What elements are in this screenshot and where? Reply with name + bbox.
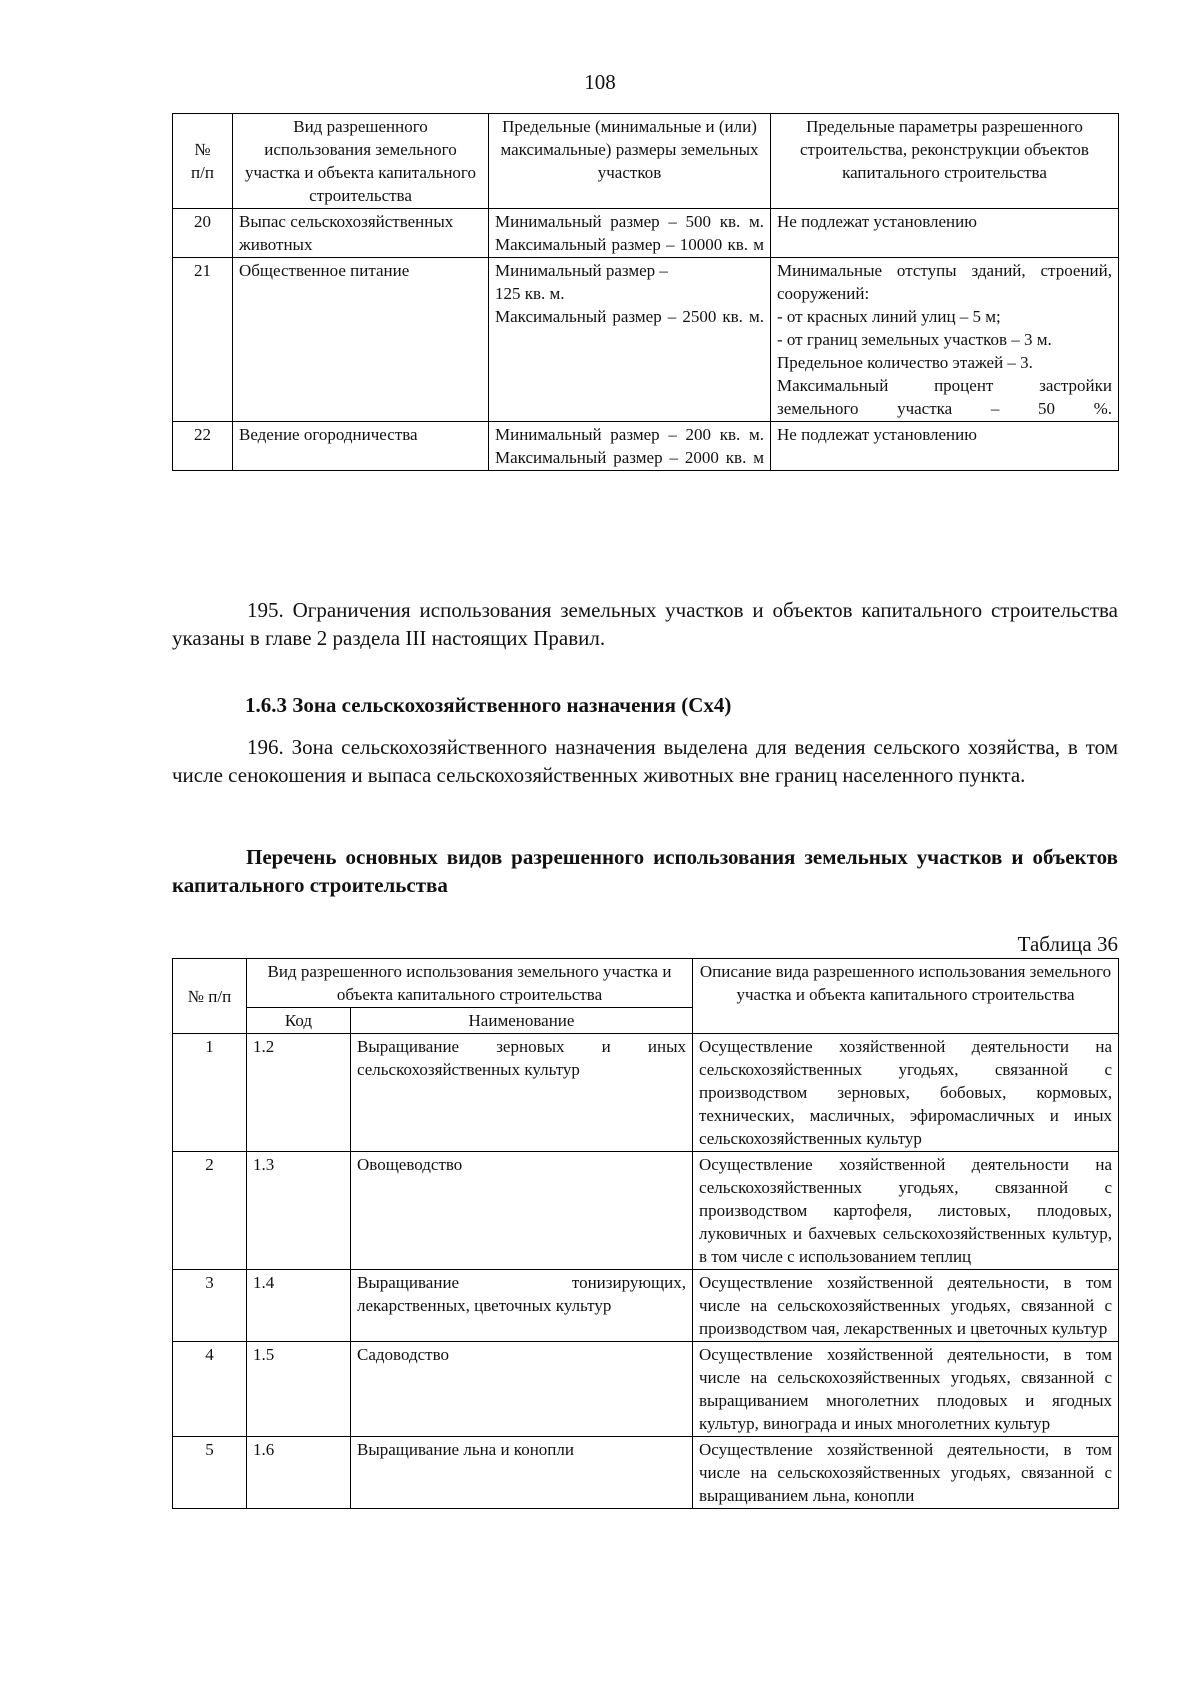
table-row [173, 1270, 1119, 1342]
uses-table [172, 958, 1119, 1509]
table-row [173, 209, 1119, 258]
row-code: 1.5 [247, 1342, 351, 1437]
size-min: Минимальный размер – 125 кв. м. [495, 261, 668, 303]
row-desc: Осуществление хозяйственной деятельности, в том числе на сельскохозяйственных угодьях, связанной с выращиванием льна, конопли [693, 1437, 1119, 1509]
page-number: 108 [584, 70, 616, 94]
header-num: № п/п [173, 959, 247, 1034]
row-size [489, 209, 771, 258]
table-row [173, 258, 1119, 422]
row-desc: Осуществление хозяйственной деятельности на сельскохозяйственных угодьях, связанной с производством зерновых, бобовых, кормовых, технических, масличных, эфиромасличных и иных сельскохозяйственных культур [693, 1034, 1119, 1152]
row-use: Общественное питание [233, 258, 489, 422]
row-desc: Осуществление хозяйственной деятельности на сельскохозяйственных угодьях, связанной с производством картофеля, листовых, плодовых, луковичных и бахчевых сельскохозяйственных культур, в том числе с использованием теплиц [693, 1152, 1119, 1270]
row-params [771, 422, 1119, 471]
paragraph-196: 196. Зона сельскохозяйственного назначения выделена для ведения сельского хозяйства, в том числе сенокошения и выпаса сельскохозяйственных животных вне границ населенного пункта. [172, 735, 1118, 787]
param-line: Максимальный процент застройки земельного участка – 50 %. [777, 376, 1112, 418]
row-code: 1.4 [247, 1270, 351, 1342]
row-num: 22 [173, 422, 233, 471]
row-name: Овощеводство [351, 1152, 693, 1270]
row-num: 2 [173, 1152, 247, 1270]
size-max: Максимальный размер – 2500 кв. м. [495, 307, 764, 326]
row-code: 1.2 [247, 1034, 351, 1152]
paragraph-195: 195. Ограничения использования земельных участков и объектов капитального строительства указаны в главе 2 раздела III настоящих Правил. [172, 598, 1118, 650]
header-code: Код [247, 1008, 351, 1034]
row-name: Выращивание льна и конопли [351, 1437, 693, 1509]
table-row [173, 422, 1119, 471]
param-line: - от границ земельных участков – 3 м. [777, 330, 1052, 349]
row-num: 3 [173, 1270, 247, 1342]
size-min: Минимальный размер – 500 кв. м. [495, 212, 764, 231]
row-num: 1 [173, 1034, 247, 1152]
size-max: Максимальный размер – 2000 кв. м [495, 448, 764, 467]
param-line: Минимальные отступы зданий, строений, сооружений: [777, 261, 1112, 303]
section-heading: 1.6.3 Зона сельскохозяйственного назначения (Сх4) [245, 693, 732, 717]
header-use-group: Вид разрешенного использования земельного участка и объекта капитального строительства [247, 959, 693, 1008]
table-row [173, 1152, 1119, 1270]
table-header-row [173, 959, 1119, 1008]
row-code: 1.3 [247, 1152, 351, 1270]
param-line: Предельное количество этажей – 3. [777, 353, 1033, 372]
param-line: Не подлежат установлению [777, 212, 977, 231]
row-size [489, 258, 771, 422]
table-row [173, 1437, 1119, 1509]
row-num: 20 [173, 209, 233, 258]
size-max: Максимальный размер – 10000 кв. м [495, 235, 764, 254]
row-use: Ведение огородничества [233, 422, 489, 471]
header-name: Наименование [351, 1008, 693, 1034]
param-line: - от красных линий улиц – 5 м; [777, 307, 1001, 326]
header-params: Предельные параметры разрешенного строительства, реконструкции объектов капитального строительства [771, 114, 1119, 209]
size-min: Минимальный размер – 200 кв. м. [495, 425, 764, 444]
row-name: Садоводство [351, 1342, 693, 1437]
row-desc: Осуществление хозяйственной деятельности, в том числе на сельскохозяйственных угодьях, связанной с производством чая, лекарственных и цветочных культур [693, 1270, 1119, 1342]
row-name: Выращивание тонизирующих, лекарственных, цветочных культур [351, 1270, 693, 1342]
header-desc: Описание вида разрешенного использования земельного участка и объекта капитального строительства [693, 959, 1119, 1034]
table-row [173, 1342, 1119, 1437]
row-desc: Осуществление хозяйственной деятельности, в том числе на сельскохозяйственных угодьях, связанной с выращиванием многолетних плодовых и ягодных культур, винограда и иных многолетних культур [693, 1342, 1119, 1437]
table-row [173, 1034, 1119, 1152]
row-num: 21 [173, 258, 233, 422]
row-num: 4 [173, 1342, 247, 1437]
header-size: Предельные (минимальные и (или) максимальные) размеры земельных участков [489, 114, 771, 209]
table-caption: Таблица 36 [1017, 932, 1118, 956]
parameters-table [172, 113, 1119, 471]
param-line: Не подлежат установлению [777, 425, 977, 444]
row-use: Выпас сельскохозяйственных животных [233, 209, 489, 258]
list-heading: Перечень основных видов разрешенного использования земельных участков и объектов капитального строительства [172, 845, 1118, 897]
header-use: Вид разрешенного использования земельного участка и объекта капитального строительства [233, 114, 489, 209]
table-header-row [173, 114, 1119, 209]
header-num: № п/п [173, 114, 233, 209]
row-name: Выращивание зерновых и иных сельскохозяйственных культур [351, 1034, 693, 1152]
row-size [489, 422, 771, 471]
row-params [771, 258, 1119, 422]
row-code: 1.6 [247, 1437, 351, 1509]
row-params [771, 209, 1119, 258]
row-num: 5 [173, 1437, 247, 1509]
